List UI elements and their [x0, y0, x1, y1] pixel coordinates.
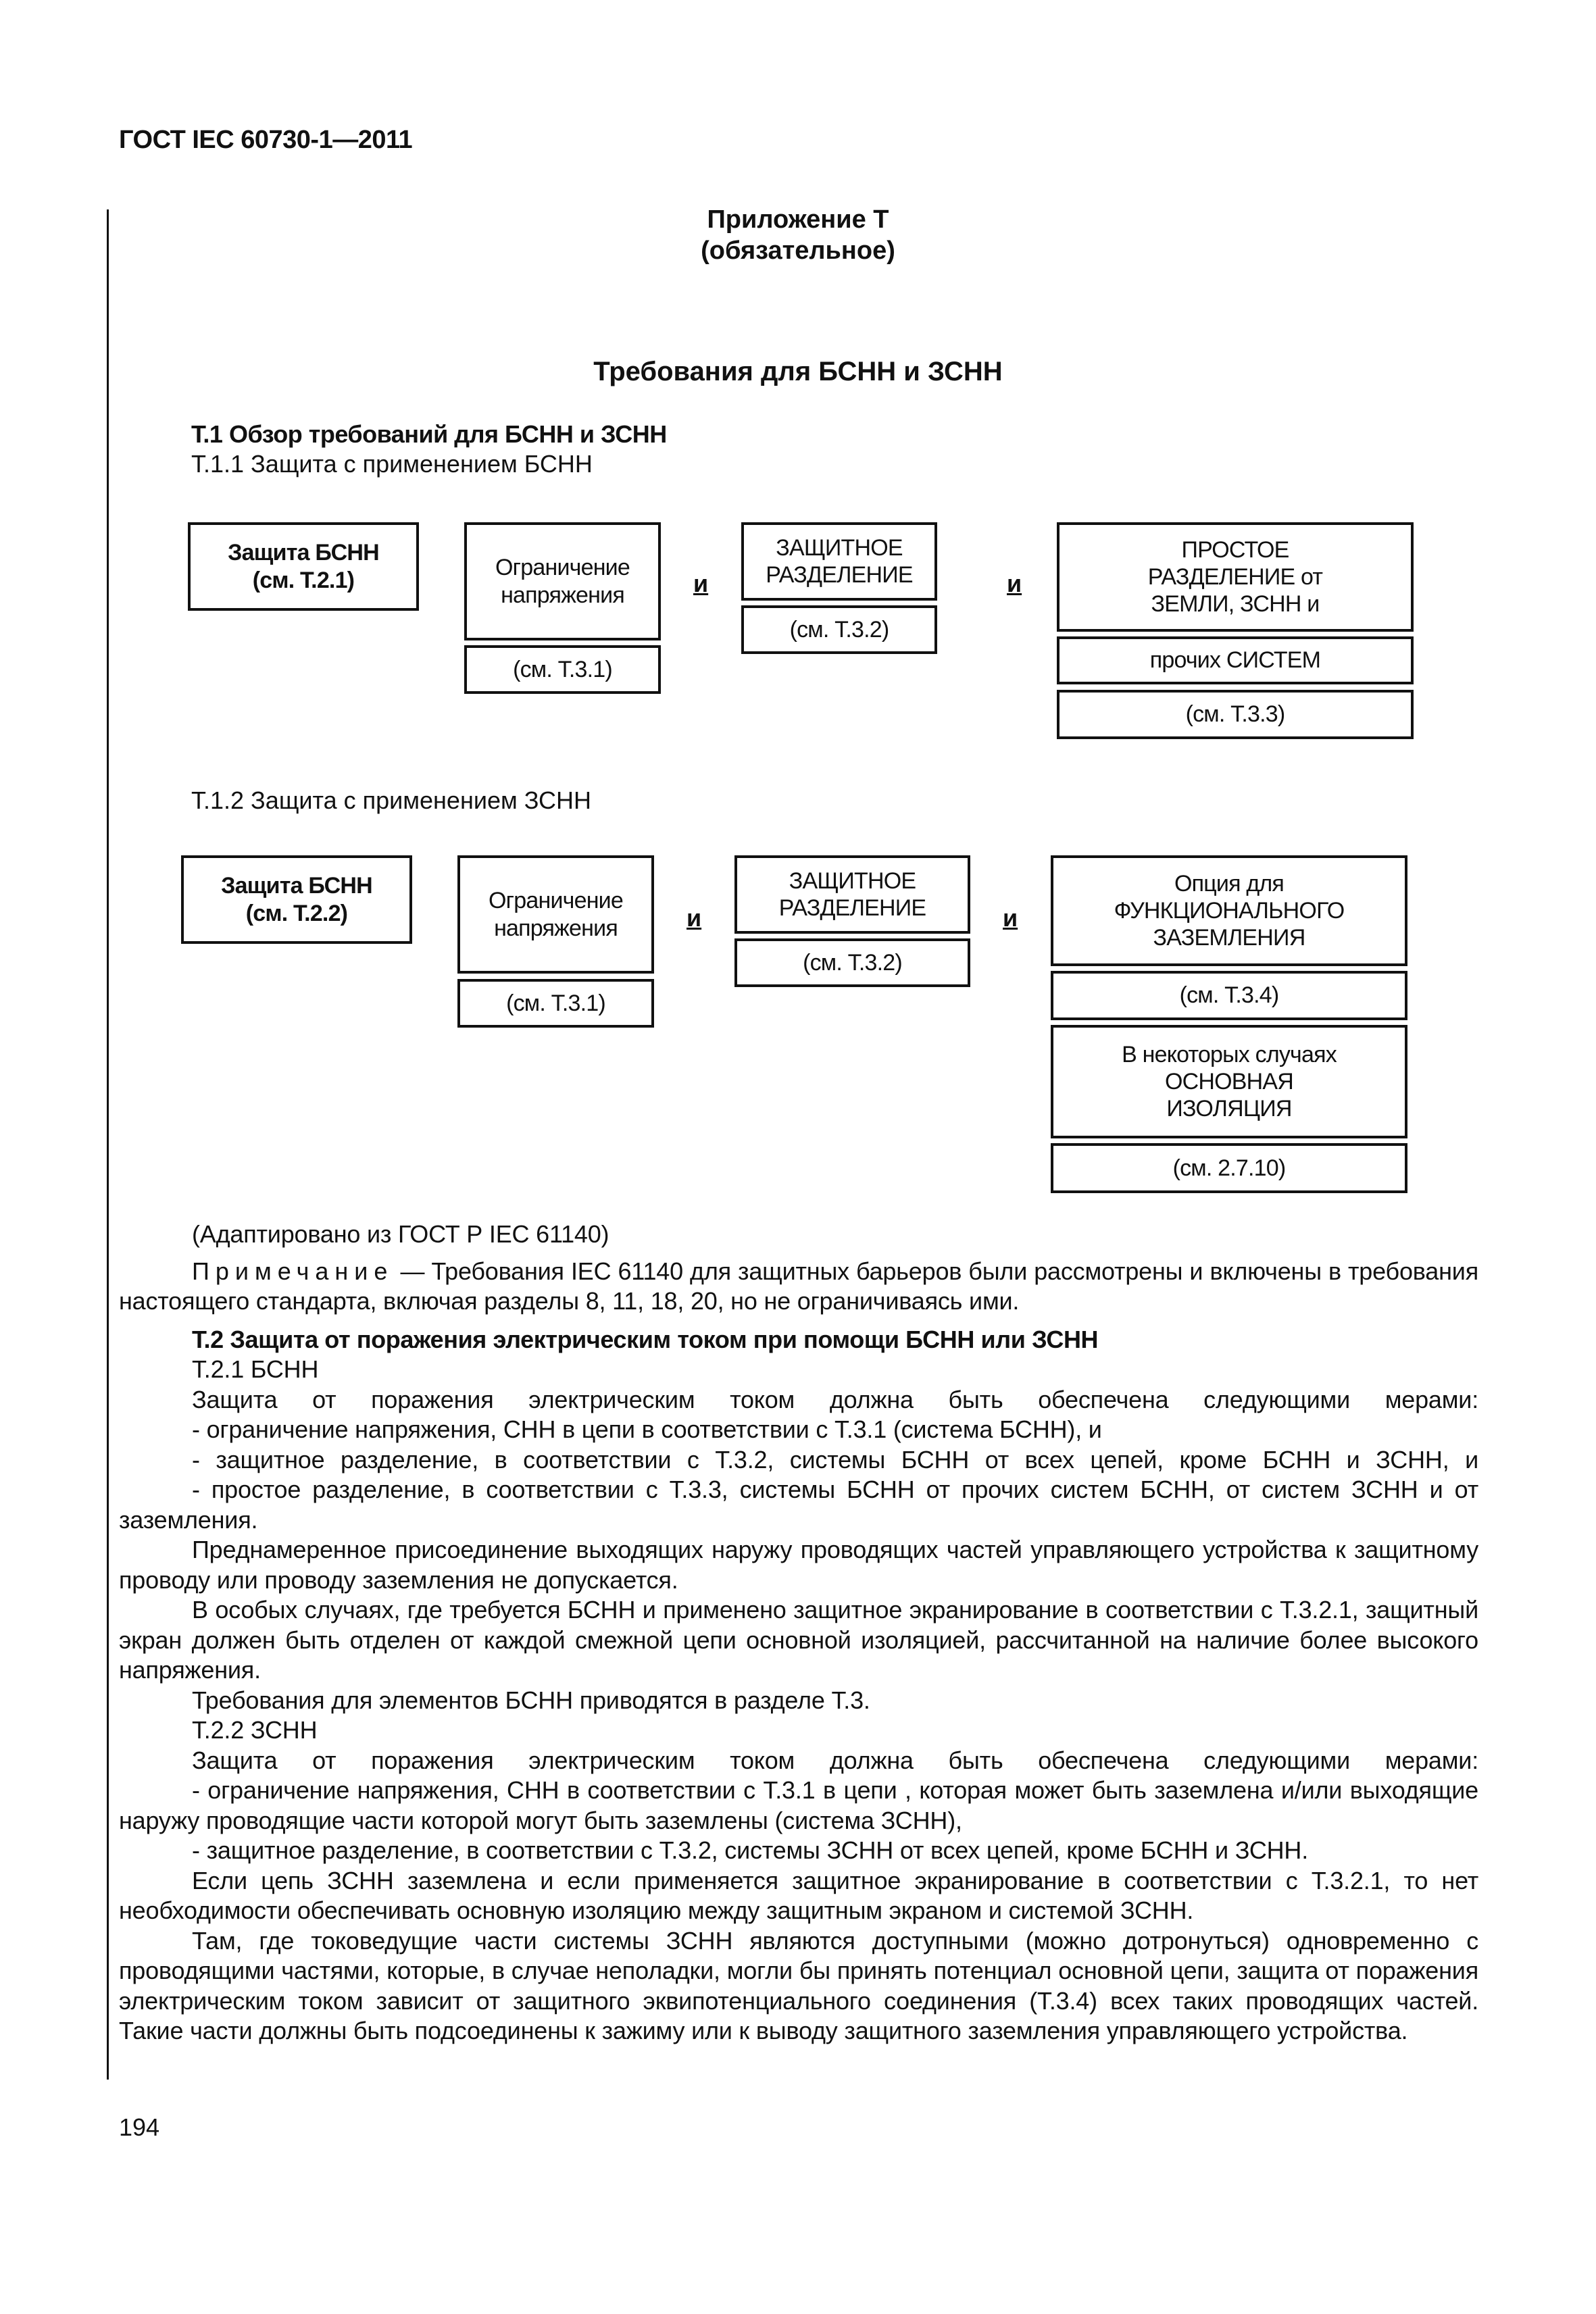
protective-separation-box [741, 522, 937, 601]
functional-earthing-ref-box: (см. Т.3.4) [1051, 971, 1407, 1020]
box-line: Опция для [1174, 870, 1285, 897]
t1-1-subheading: Т.1.1 Защита с применением БСНН [191, 450, 593, 478]
note [119, 1257, 1478, 1317]
bsnn-protection-box [188, 522, 419, 611]
t2-1-paragraph: В особых случаях, где требуется БСНН и применено защитное экранирование в соответствии с Т.3.2.1, защитный экран должен быть отделен от каждой смежной цепи основной изоляцией, рассчитанной на наличие более высокого напряжения. [119, 1596, 1478, 1684]
box-line: ПРОСТОЕ [1181, 536, 1289, 563]
t2-1-intro: Защита от поражения электрическим током должна быть обеспечена следующими мерами: [192, 1385, 1478, 1413]
functional-earthing-box [1051, 855, 1407, 966]
annex-subtitle: (обязательное) [701, 236, 895, 265]
section-title: Требования для БСНН и ЗСНН [593, 357, 1003, 386]
basic-insulation-box [1051, 1025, 1407, 1138]
protective-separation-ref-box: (см. Т.3.2) [741, 605, 937, 654]
box-line: Защита БСНН [228, 540, 379, 566]
margin-rule [107, 209, 109, 2080]
box-line: напряжения [501, 582, 624, 608]
box-line: ОСНОВНАЯ [1164, 1068, 1294, 1095]
t2-2-paragraph: Там, где токоведущие части системы ЗСНН являются доступными (можно дотронуться) одновременно с проводящими частями, которые, в случае неполадки, могли бы принять потенциал основной цепи, защита от поражения электрическим током зависит от защитного эквипотенциального соединения (Т.3.4) всех таких проводящих частей. Такие части должны быть подсоединены к зажиму или к выводу защитного заземления управляющего устройства. [119, 1926, 1478, 2044]
and-connector: и [687, 904, 702, 932]
note-text: — Требования IEC 61140 для защитных барьеров были рассмотрены и включены в требования настоящего стандарта, включая разделы 8, 11, 18, 20, но не ограничиваясь ими. [119, 1257, 1478, 1315]
box-line: Ограничение [495, 555, 630, 581]
simple-separation-box [1057, 522, 1414, 632]
t2-2-heading: Т.2.2 ЗСНН [192, 1716, 318, 1744]
note-label: Примечание [192, 1257, 394, 1285]
simple-separation-ref-box: (см. Т.3.3) [1057, 690, 1414, 739]
t1-heading: Т.1 Обзор требований для БСНН и ЗСНН [191, 420, 667, 448]
t1-2-subheading: Т.1.2 Защита с применением ЗСНН [191, 786, 592, 814]
box-line: ИЗОЛЯЦИЯ [1166, 1096, 1292, 1122]
box-line: ЗАЩИТНОЕ [776, 534, 903, 561]
other-systems-box: прочих СИСТЕМ [1057, 636, 1414, 684]
t2-1-paragraph: Требования для элементов БСНН приводятся в разделе Т.3. [192, 1686, 870, 1714]
box-line: РАЗДЕЛЕНИЕ [778, 895, 926, 921]
t2-2-item: - ограничение напряжения, СНН в соответствии с Т.3.1 в цепи , которая может быть заземлена и/или выходящие наружу проводящие части которой могут быть заземлены (система ЗСНН), [119, 1776, 1478, 1834]
t2-1-item: - защитное разделение, в соответствии с Т.3.2, системы БСНН от всех цепей, кроме БСНН и ЗСНН, и [192, 1445, 1478, 1474]
box-line: (см. Т.2.2) [245, 900, 348, 926]
box-line: Защита БСНН [221, 873, 372, 899]
and-connector: и [1007, 570, 1022, 597]
box-line: ЗАЩИТНОЕ [789, 867, 916, 894]
annex-title: Приложение Т [707, 205, 889, 234]
voltage-limit-box [464, 522, 661, 640]
basic-insulation-ref-box: (см. 2.7.10) [1051, 1143, 1407, 1193]
box-line: напряжения [494, 915, 618, 941]
and-connector: и [1003, 904, 1018, 932]
box-line: РАЗДЕЛЕНИЕ [766, 562, 913, 588]
document-code: ГОСТ IEC 60730-1—2011 [119, 126, 413, 154]
voltage-limit-ref-box: (см. Т.3.1) [464, 645, 661, 694]
box-line: РАЗДЕЛЕНИЕ от [1147, 563, 1323, 590]
t2-heading: Т.2 Защита от поражения электрическим током при помощи БСНН или ЗСНН [192, 1325, 1099, 1353]
and-connector: и [693, 570, 709, 597]
t2-2-intro: Защита от поражения электрическим током должна быть обеспечена следующими мерами: [192, 1746, 1478, 1774]
box-line: ЗЕМЛИ, ЗСНН и [1151, 591, 1320, 618]
t2-1-item: - простое разделение, в соответствии с Т.3.3, системы БСНН от прочих систем БСНН, от систем ЗСНН и от заземления. [119, 1476, 1478, 1534]
voltage-limit-box [457, 855, 654, 974]
page-number: 194 [119, 2113, 160, 2141]
adapted-from: (Адаптировано из ГОСТ Р IEC 61140) [192, 1220, 609, 1248]
box-line: ЗАЗЕМЛЕНИЯ [1153, 925, 1305, 951]
zsnn-protection-box [181, 855, 412, 944]
box-line: ФУНКЦИОНАЛЬНОГО [1114, 897, 1345, 924]
box-line: Ограничение [489, 888, 623, 914]
voltage-limit-ref-box: (см. Т.3.1) [457, 979, 654, 1028]
t2-2-paragraph: Если цепь ЗСНН заземлена и если применяется защитное экранирование в соответствии с Т.3.2.1, то нет необходимости обеспечивать основную изоляцию между защитным экраном и системой ЗСНН. [119, 1866, 1478, 1924]
protective-separation-box [734, 855, 970, 934]
body-text [119, 1219, 1478, 2046]
t2-1-item: - ограничение напряжения, СНН в цепи в соответствии с Т.3.1 (система БСНН), и [192, 1415, 1102, 1443]
box-line: (см. Т.2.1) [252, 567, 355, 593]
t2-1-heading: Т.2.1 БСНН [192, 1355, 319, 1383]
box-line: В некоторых случаях [1122, 1041, 1337, 1067]
t2-1-paragraph: Преднамеренное присоединение выходящих наружу проводящих частей управляющего устройства к защитному проводу или проводу заземления не допускается. [119, 1536, 1478, 1594]
t2-2-item: - защитное разделение, в соответствии с Т.3.2, системы ЗСНН от всех цепей, кроме БСНН и ЗСНН. [192, 1836, 1309, 1864]
protective-separation-ref-box: (см. Т.3.2) [734, 938, 970, 987]
